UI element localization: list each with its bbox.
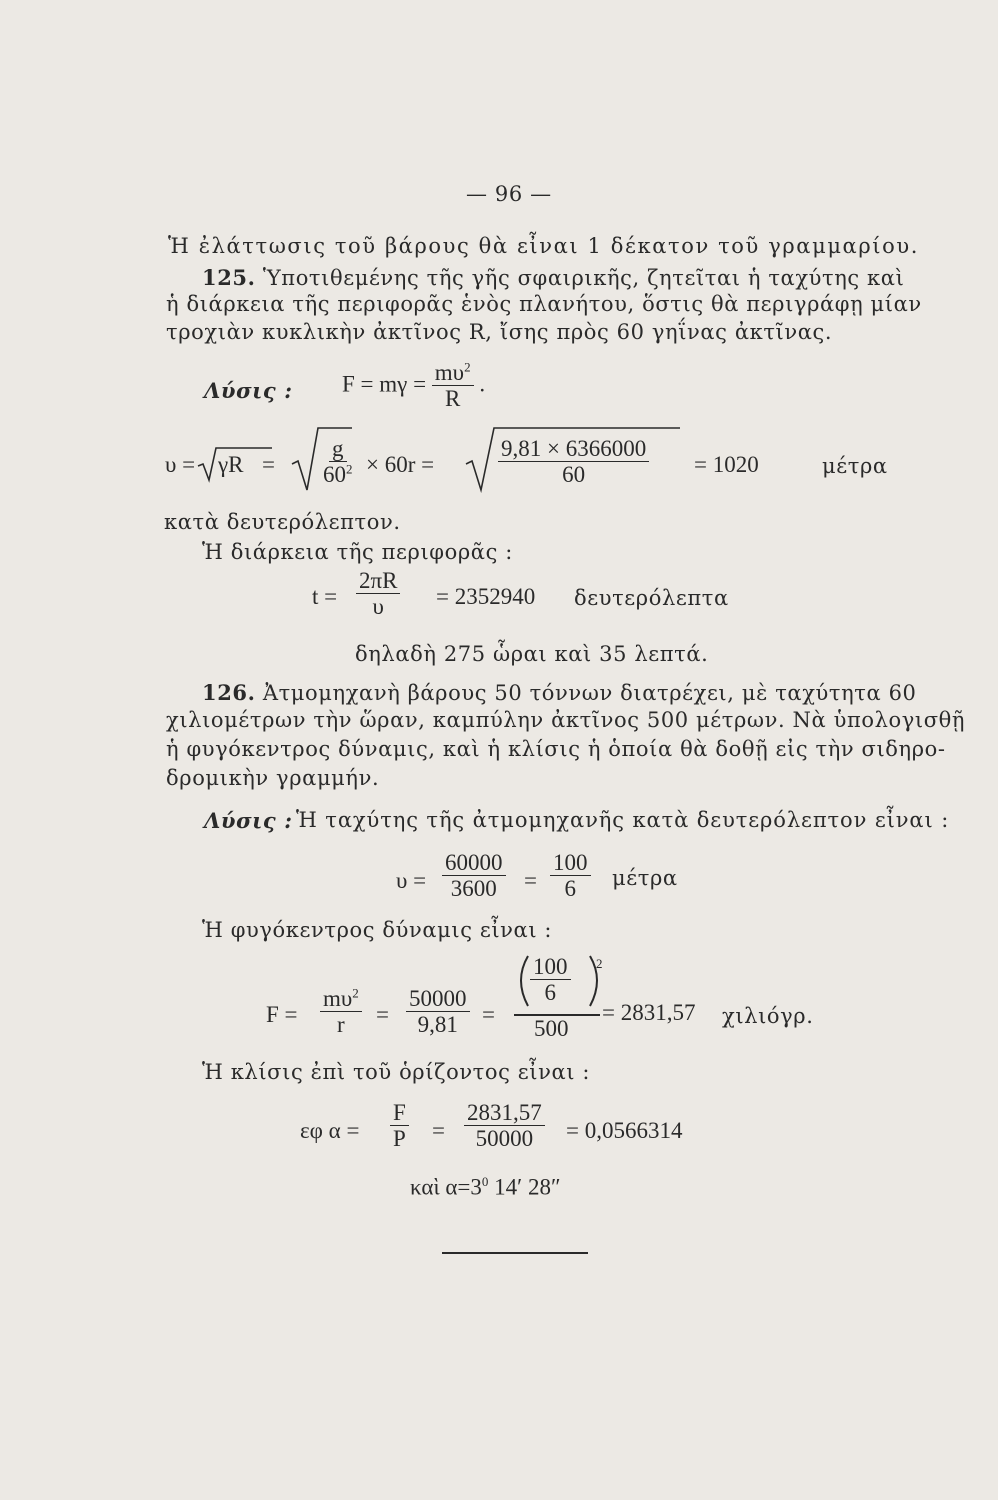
text-line: Ἡ φυγόκεντρος δύναμις εἶναι :: [202, 918, 553, 942]
result: = 2831,57: [602, 1000, 696, 1025]
lysis-label: Λύσις :: [204, 378, 293, 403]
eq-tan-lhs: εφ α =: [300, 1118, 360, 1143]
fraction: [442, 850, 506, 903]
exponent: 2: [596, 956, 603, 971]
problem-126: [202, 680, 917, 705]
angle-result: [410, 1174, 561, 1201]
denominator: 60: [562, 462, 586, 488]
angle-label: καὶ α=3: [410, 1174, 482, 1200]
text-line: ἡ φυγόκεντρος δύναμις, καὶ ἡ κλίσις ἡ ὁποία θὰ δοθῇ εἰς τὴν σιδηρο-: [166, 737, 946, 761]
exponent: 2: [352, 985, 359, 1001]
text-line: δηλαδὴ 275 ὧραι καὶ 35 λεπτά.: [355, 642, 709, 666]
numerator: mυ: [434, 360, 465, 385]
exponent: 2: [346, 461, 353, 477]
numerator: 50000: [406, 986, 470, 1012]
text-line: Ἡ διάρκεια τῆς περιφορᾶς :: [202, 540, 513, 564]
fraction-F-P: [390, 1100, 409, 1153]
root-content-1: γR: [218, 452, 244, 477]
unit: μέτρα: [822, 454, 888, 478]
denominator: R: [445, 386, 461, 412]
result: = 2352940: [436, 584, 536, 609]
eq-period-lhs: t =: [312, 584, 338, 609]
numerator: 60000: [442, 850, 506, 876]
eq-lhs: F = mγ =: [342, 371, 427, 397]
text-line: Ἡ κλίσις ἐπὶ τοῦ ὁρίζοντος εἶναι :: [202, 1060, 591, 1084]
result: = 0,0566314: [566, 1118, 683, 1143]
problem-125: [202, 265, 904, 290]
eq-v-lhs: υ =: [165, 452, 196, 477]
text-line: δρομικὴν γραμμήν.: [166, 766, 380, 790]
g-over-60sq: [320, 436, 356, 489]
numerator: mυ: [323, 986, 353, 1011]
degree-mark: 0: [481, 1174, 489, 1189]
problem-text: Ὑποτιθεμένης τῆς γῆς σφαιρικῆς, ζητεῖται ἡ ταχύτης καὶ: [262, 266, 905, 290]
denominator: r: [337, 1012, 345, 1038]
equals: =: [524, 868, 537, 893]
fraction-2piR: [356, 568, 400, 621]
equals: =: [482, 1002, 495, 1027]
numerator: F: [390, 1100, 409, 1126]
unit: μέτρα: [612, 866, 678, 890]
text-line: τροχιὰν κυκλικὴν ἀκτῖνος R, ἴσης πρὸς 60 γηΐνας ἀκτῖνας.: [166, 320, 833, 344]
denominator: 6: [564, 876, 576, 902]
numerator: 100: [550, 850, 591, 876]
text-line: Ἡ ταχύτης τῆς ἀτμομηχανῆς κατὰ δευτερόλεπτον εἶναι :: [296, 808, 950, 832]
numerator: 100: [530, 954, 571, 980]
numerator: 9,81 × 6366000: [498, 436, 649, 462]
section-divider: [442, 1252, 588, 1254]
equals: =: [432, 1118, 445, 1143]
text-line: ἡ διάρκεια τῆς περιφορᾶς ἑνὸς πλανήτου, ὅστις θὰ περιγράφῃ μίαν: [166, 292, 922, 316]
eq-speed-lhs: υ =: [396, 868, 427, 893]
exponent: 2: [464, 359, 471, 375]
lysis-label: Λύσις :: [204, 808, 293, 833]
text-line: χιλιομέτρων τὴν ὥραν, καμπύλην ἀκτῖνος 500 μέτρων. Νὰ ὑπολογισθῇ: [166, 708, 966, 732]
denominator: υ: [372, 594, 384, 620]
problem-number: 126.: [202, 680, 256, 705]
fraction: [464, 1100, 545, 1153]
denominator: 9,81: [417, 1012, 458, 1038]
denominator: 500: [534, 1016, 569, 1041]
page-number: — 96 —: [466, 182, 552, 206]
text-line: κατὰ δευτερόλεπτον.: [164, 510, 401, 534]
numerator: 2831,57: [464, 1100, 545, 1126]
fraction: [406, 986, 470, 1039]
radicand-fraction: [498, 436, 649, 489]
inner-fraction: [530, 954, 571, 1007]
equation-force: [342, 360, 485, 413]
denominator: P: [393, 1126, 406, 1152]
unit: χιλιόγρ.: [722, 1004, 814, 1028]
denominator: 50000: [475, 1126, 534, 1152]
times-60r: × 60r =: [366, 452, 435, 477]
denominator: 6: [544, 980, 556, 1006]
equals: =: [262, 452, 275, 477]
numerator: 2πR: [356, 568, 400, 594]
problem-text: Ἀτμομηχανὴ βάρους 50 τόννων διατρέχει, μὲ ταχύτητα 60: [262, 681, 917, 705]
period: .: [479, 371, 486, 397]
denominator: 3600: [450, 876, 497, 902]
text-line: Ἡ ἐλάττωσις τοῦ βάρους θὰ εἶναι 1 δέκατον τοῦ γραμμαρίου.: [168, 234, 920, 258]
unit: δευτερόλεπτα: [574, 586, 729, 610]
fraction: [432, 360, 474, 413]
denominator: 60: [323, 462, 346, 488]
numerator: g: [329, 436, 347, 462]
fraction: [550, 850, 591, 903]
equals: =: [376, 1002, 389, 1027]
eq-force-lhs: F =: [266, 1002, 298, 1027]
result: = 1020: [694, 452, 759, 477]
problem-number: 125.: [202, 265, 256, 290]
angle-minutes-seconds: 14′ 28″: [488, 1174, 561, 1200]
fraction-mv2-r: [320, 986, 362, 1039]
